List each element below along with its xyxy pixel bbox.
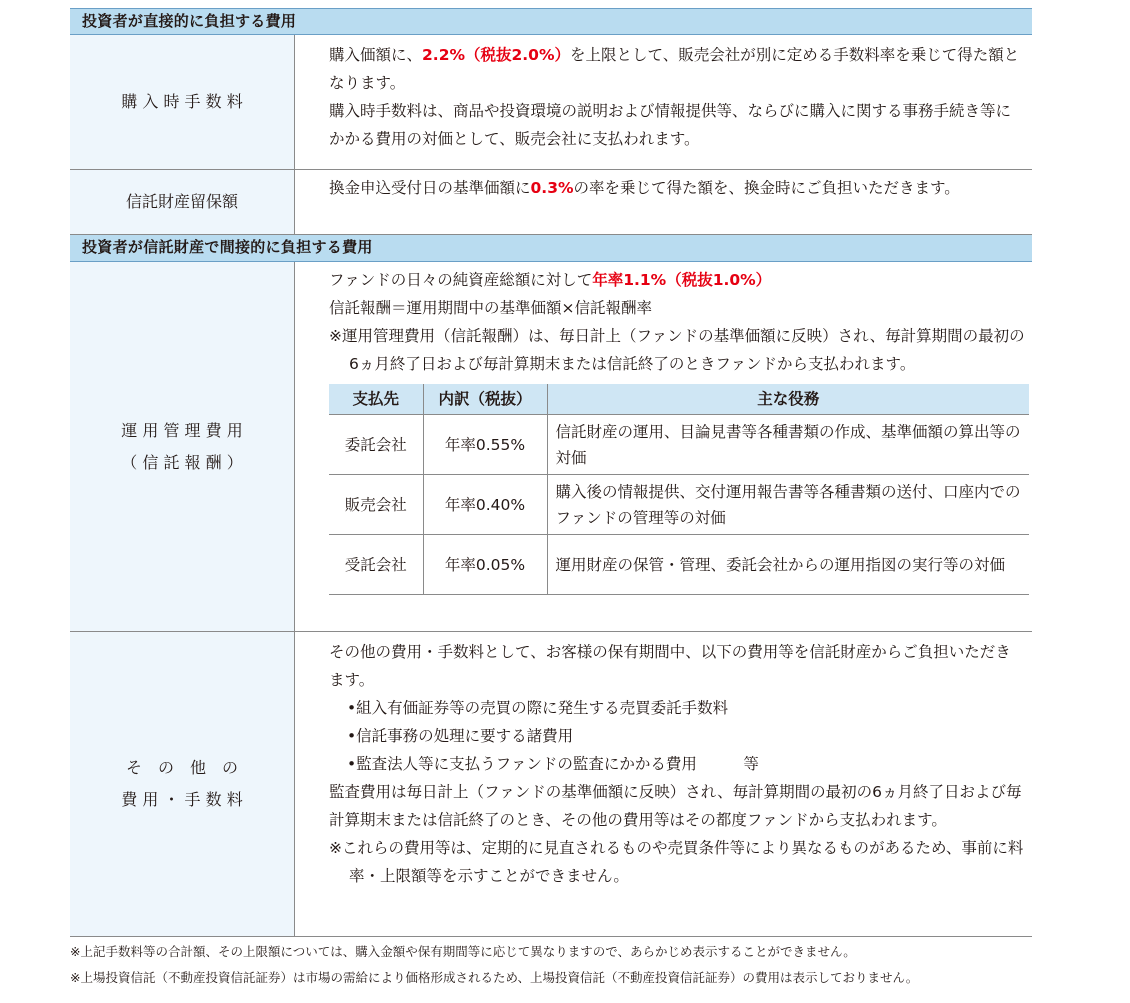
- management-fee-text-1: ファンドの日々の純資産総額に対して年率1.1%（税抜1.0%）: [329, 271, 772, 289]
- role-cell: 信託財産の運用、目論見書等各種書類の作成、基準価額の算出等の対価: [547, 415, 1029, 475]
- col-header-role: 主な役務: [547, 384, 1029, 415]
- purchase-fee-text-2: 購入時手数料は、商品や投資環境の説明および情報提供等、ならびに購入に関する事務手続き等にかかる費用の対価として、販売会社に支払われます。: [329, 102, 1012, 148]
- management-fee-content: [295, 262, 1035, 631]
- role-cell: 購入後の情報提供、交付運用報告書等各種書類の送付、口座内でのファンドの管理等の対価: [547, 475, 1029, 535]
- table-row: [329, 415, 1029, 475]
- fee-breakdown-table: [329, 384, 1029, 595]
- indirect-costs-header: 投資者が信託財産で間接的に負担する費用: [70, 235, 1032, 262]
- other-fees-text-3: ※これらの費用等は、定期的に見直されるものや売買条件等により異なるものがあるため、事前に料率・上限額等を示すことができません。: [329, 839, 1024, 885]
- management-fee-text-3: ※運用管理費用（信託報酬）は、毎日計上（ファンドの基準価額に反映）され、毎計算期間の最初の6ヵ月終了日および毎計算期末または信託終了のときファンドから支払われます。: [329, 327, 1025, 373]
- other-fees-bullet-3: •監査法人等に支払うファンドの監査にかかる費用 等: [347, 755, 759, 773]
- footnotes: [70, 939, 1032, 991]
- other-fees-label: そ の 他 の 費 用 ・ 手 数 料: [70, 632, 295, 936]
- other-fees-content: [295, 632, 1032, 936]
- retention-row: [70, 170, 1032, 235]
- col-header-rate: 内訳（税抜）: [423, 384, 547, 415]
- table-row: [329, 475, 1029, 535]
- purchase-fee-content: [295, 35, 1032, 169]
- payee-cell: 受託会社: [329, 535, 423, 595]
- footnote-1: ※上記手数料等の合計額、その上限額については、購入金額や保有期間等に応じて異なりますので、あらかじめ表示することができません。: [70, 944, 856, 959]
- purchase-fee-row: [70, 35, 1032, 170]
- role-cell: 運用財産の保管・管理、委託会社からの運用指図の実行等の対価: [547, 535, 1029, 595]
- retention-text: 換金申込受付日の基準価額に0.3%の率を乗じて得た額を、換金時にご負担いただきます。: [329, 179, 960, 197]
- footnote-2: ※上場投資信託（不動産投資信託証券）は市場の需給により価格形成されるため、上場投資信託（不動産投資信託証券）の費用は表示しておりません。: [70, 970, 919, 985]
- col-header-payee: 支払先: [329, 384, 423, 415]
- payee-cell: 販売会社: [329, 475, 423, 535]
- purchase-fee-text-1: 購入価額に、2.2%（税抜2.0%）を上限として、販売会社が別に定める手数料率を乗じて得た額となります。: [329, 46, 1020, 92]
- other-fees-text-1: その他の費用・手数料として、お客様の保有期間中、以下の費用等を信託財産からご負担いただきます。: [329, 643, 1011, 689]
- breakdown-header-row: [329, 384, 1029, 415]
- retention-content: [295, 170, 1032, 234]
- other-fees-bullet-2: •信託事務の処理に要する諸費用: [347, 727, 574, 745]
- table-row: [329, 535, 1029, 595]
- payee-cell: 委託会社: [329, 415, 423, 475]
- direct-costs-header: 投資者が直接的に負担する費用: [70, 8, 1032, 35]
- rate-cell: 年率0.55%: [423, 415, 547, 475]
- fee-table: [70, 8, 1032, 991]
- purchase-fee-label: 購 入 時 手 数 料: [70, 35, 295, 169]
- other-fees-bullet-1: •組入有価証券等の売買の際に発生する売買委託手数料: [347, 699, 729, 717]
- other-fees-text-2: 監査費用は毎日計上（ファンドの基準価額に反映）され、毎計算期間の最初の6ヵ月終了日および毎計算期末または信託終了のとき、その他の費用等はその都度ファンドから支払われます。: [329, 783, 1022, 829]
- rate-cell: 年率0.05%: [423, 535, 547, 595]
- management-fee-label: 運 用 管 理 費 用 （ 信 託 報 酬 ）: [70, 262, 295, 631]
- retention-label: 信託財産留保額: [70, 170, 295, 234]
- management-fee-text-2: 信託報酬＝運用期間中の基準価額×信託報酬率: [329, 299, 652, 317]
- management-fee-row: [70, 262, 1032, 632]
- rate-cell: 年率0.40%: [423, 475, 547, 535]
- other-fees-row: [70, 632, 1032, 937]
